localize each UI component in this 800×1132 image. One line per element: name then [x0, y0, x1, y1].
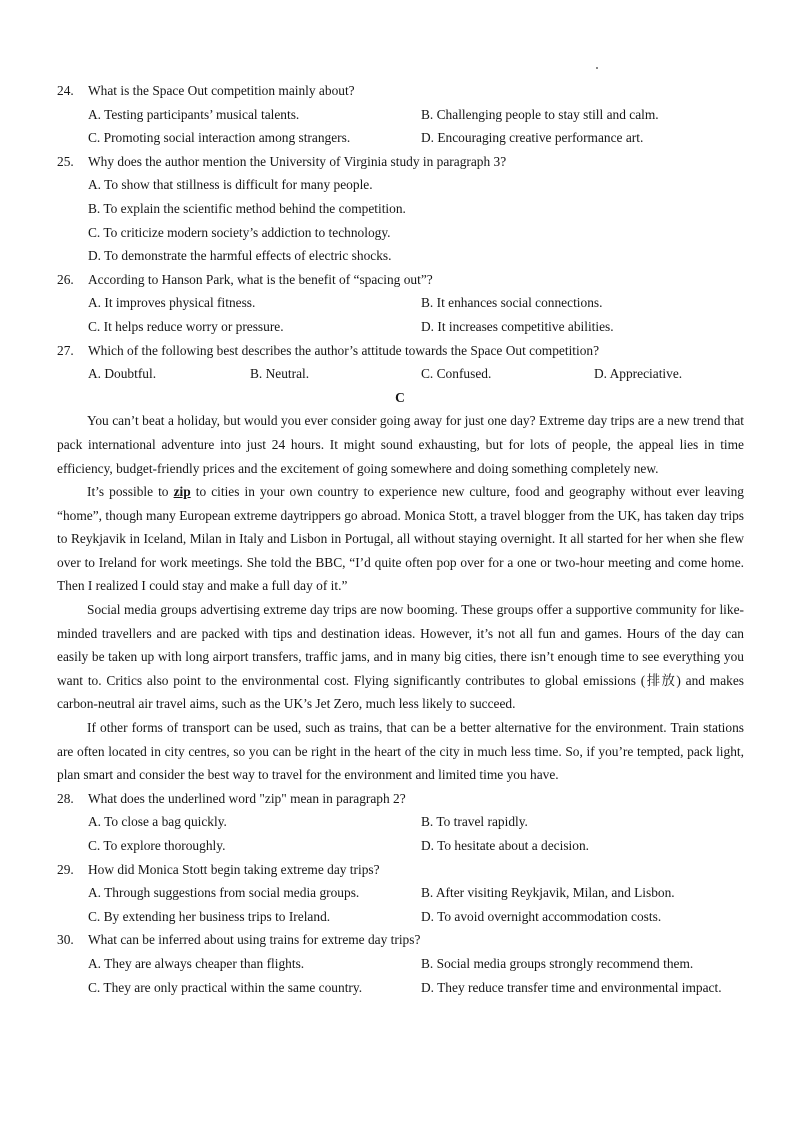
options-row: [0, 810, 800, 834]
question-25: [0, 150, 800, 174]
option-d: D. To demonstrate the harmful effects of electric shocks.: [88, 248, 392, 264]
paragraph-text: to cities in your own country to experience new culture, food and geography without ever leaving “home”, though many European extreme daytrippers go abroad. Monica Stott, a travel blogger from the UK, has taken day trips to Reykjavik in Iceland, Milan in Italy and Lisbon in Portugal, all without staying overnight. It all started for her when she flew over to Ireland for work meetings. She told the BBC, “I’d quite often pop over for a one or two-hour meeting and come home. Then I realized I could stay and make a full day of it.”: [57, 484, 744, 594]
option-c: C. Confused.: [421, 366, 492, 382]
options-row: [0, 291, 800, 315]
question-stem: What is the Space Out competition mainly about?: [88, 83, 355, 98]
question-number: 27.: [57, 342, 74, 358]
question-number: 26.: [57, 271, 74, 287]
options-row: [0, 976, 800, 1000]
option-c: C. It helps reduce worry or pressure.: [88, 318, 284, 334]
option-a: A. Testing participants’ musical talents.: [88, 106, 300, 122]
option-d: D. Appreciative.: [594, 366, 683, 382]
option-a: A. It improves physical fitness.: [88, 295, 256, 311]
options-row: [0, 126, 800, 150]
paragraph-text: It’s possible to: [87, 484, 174, 500]
option-b: B. To explain the scientific method behind the competition.: [88, 200, 406, 216]
options-row: [0, 881, 800, 905]
option-d: D. They reduce transfer time and environmental impact.: [421, 979, 722, 995]
options-row: [0, 103, 800, 127]
passage-paragraph-3: Social media groups advertising extreme day trips are now booming. These groups offer a supportive community for like-minded travellers and are packed with tips and destination ideas. However, it’s not all fun and games. Hours of the day can easily be taken up with long airport transfers, traffic jams, and in many big cities, there isn’t enough time to see everything you want to. Critics also point to the environmental cost. Flying significantly contributes to global emissions (排放) and makes carbon-neutral air travel aims, such as the UK’s Jet Zero, much less likely to succeed.: [57, 602, 744, 712]
question-26: [0, 268, 800, 292]
question-number: 29.: [57, 861, 74, 877]
scan-speck: [596, 67, 598, 69]
question-stem: Which of the following best describes the author’s attitude towards the Space Out competition?: [88, 342, 600, 358]
option-d: D. To avoid overnight accommodation costs.: [421, 908, 662, 924]
question-stem: According to Hanson Park, what is the benefit of “spacing out”?: [88, 271, 433, 287]
question-28: [0, 787, 800, 811]
option-c: C. To explore thoroughly.: [88, 838, 226, 853]
option-b: B. It enhances social connections.: [421, 295, 603, 311]
option-b: B. Neutral.: [250, 366, 310, 382]
underlined-word: zip: [173, 484, 191, 500]
option-a: A. They are always cheaper than flights.: [88, 955, 305, 971]
options-row: [0, 315, 800, 339]
question-number: 30.: [57, 932, 74, 948]
question-number: 24.: [57, 83, 74, 98]
options-row: [0, 952, 800, 976]
option-c: C. By extending her business trips to Ireland.: [88, 908, 331, 924]
options-row: [0, 362, 800, 386]
option-a: A. To close a bag quickly.: [88, 814, 227, 830]
option-b: B. After visiting Reykjavik, Milan, and Lisbon.: [421, 885, 675, 901]
question-29: [0, 858, 800, 882]
passage-paragraph-1: You can’t beat a holiday, but would you ever consider going away for just one day? Extreme day trips are a new trend that pack international adventure into just 24 hours. It might sound exhausting, but for lots of people, the appeal lies in time efficiency, budget-friendly prices and the excitement of going somewhere and doing something completely new.: [57, 413, 744, 476]
option-a: A. Doubtful.: [88, 366, 157, 382]
exam-page: [0, 79, 800, 999]
option-d: D. It increases competitive abilities.: [421, 318, 614, 334]
option-d: D. To hesitate about a decision.: [421, 838, 590, 853]
question-stem: What does the underlined word "zip" mean in paragraph 2?: [88, 790, 406, 806]
options-row: [0, 244, 800, 268]
options-row: [0, 221, 800, 245]
options-row: [0, 834, 800, 858]
question-30: [0, 928, 800, 952]
passage-paragraph-2: [0, 480, 800, 598]
question-number: 28.: [57, 790, 74, 806]
question-stem: Why does the author mention the University of Virginia study in paragraph 3?: [88, 153, 507, 169]
question-27: [0, 339, 800, 363]
options-row: [0, 905, 800, 929]
section-heading: C: [395, 389, 405, 405]
option-c: C. To criticize modern society’s addiction to technology.: [88, 224, 391, 240]
option-b: B. Challenging people to stay still and calm.: [421, 106, 659, 122]
question-stem: How did Monica Stott begin taking extreme day trips?: [88, 861, 380, 877]
options-row: [0, 173, 800, 197]
option-b: B. Social media groups strongly recommend them.: [421, 955, 694, 971]
options-row: [0, 197, 800, 221]
question-stem: What can be inferred about using trains for extreme day trips?: [88, 932, 421, 948]
option-c: C. Promoting social interaction among strangers.: [88, 130, 351, 146]
option-d: D. Encouraging creative performance art.: [421, 130, 644, 146]
option-a: A. Through suggestions from social media groups.: [88, 885, 360, 901]
option-a: A. To show that stillness is difficult for many people.: [88, 177, 373, 193]
question-24: [0, 79, 800, 103]
option-c: C. They are only practical within the same country.: [88, 979, 363, 995]
option-b: B. To travel rapidly.: [421, 814, 528, 830]
question-number: 25.: [57, 153, 74, 169]
passage-paragraph-4: If other forms of transport can be used, such as trains, that can be a better alternative for the environment. Train stations are often located in city centres, so you can be right in the heart of the city in much less time. So, if you’re tempted, pack light, plan smart and consider the best way to travel for the environment and limited time you have.: [57, 720, 744, 783]
